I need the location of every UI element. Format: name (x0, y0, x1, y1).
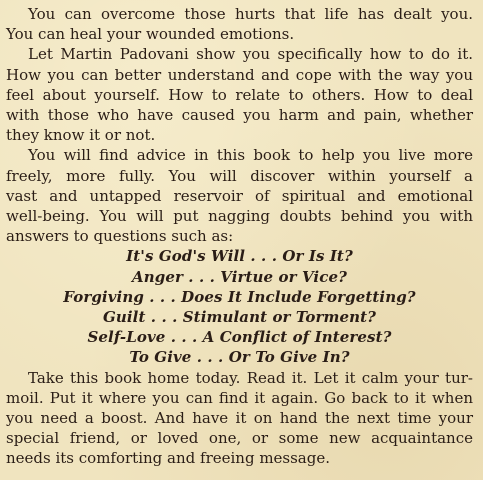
text-line: You can overcome those hurts that life has dealt you. (28, 5, 473, 23)
question-item: To Give . . . Or To Give In? (129, 348, 350, 367)
question-item: Forgiving . . . Does It Include Forgetting? (63, 287, 416, 306)
paragraph-author-intro (6, 44, 473, 145)
text-line: needs its comforting and freeing message. (6, 449, 331, 468)
text-line: you need a boost. And have it on hand the next time your (6, 409, 473, 428)
text-line: feel about yourself. How to relate to others. How to deal (6, 85, 473, 104)
question-item: Anger . . . Virtue or Vice? (132, 267, 347, 286)
text-line: You can heal your wounded emotions. (6, 25, 295, 44)
text-line: well-being. You will put nagging doubts behind you with (6, 207, 473, 226)
text-line: How you can better understand and cope with the way you (6, 65, 473, 84)
text-line: moil. Put it where you can find it again. Go back to it when (6, 388, 473, 407)
text-line: they know it or not. (6, 126, 156, 145)
text-line: Let Martin Padovani show you specifically how to do it. (28, 45, 473, 64)
text-line: special friend, or loved one, or some new acquaintance (6, 429, 473, 448)
question-item: Self-Love . . . A Conflict of Interest? (87, 328, 392, 347)
paragraph-call-to-action (6, 368, 473, 469)
text-line: Take this book home today. Read it. Let it calm your tur- (28, 368, 473, 387)
paragraph-advice (6, 145, 473, 246)
text-line: vast and untapped reservoir of spiritual and emotional (6, 186, 473, 205)
text-line: freely, more fully. You will discover within yourself a (6, 166, 473, 185)
text-line: answers to questions such as: (6, 227, 234, 246)
question-item: It's God's Will . . . Or Is It? (126, 247, 353, 266)
question-list (6, 246, 473, 367)
text-line: with those who have caused you harm and pain, whether (6, 106, 473, 125)
text-line: You will find advice in this book to help you live more (28, 146, 473, 165)
paragraph-overcome-hurts (6, 4, 473, 44)
question-item: Guilt . . . Stimulant or Torment? (102, 308, 377, 327)
